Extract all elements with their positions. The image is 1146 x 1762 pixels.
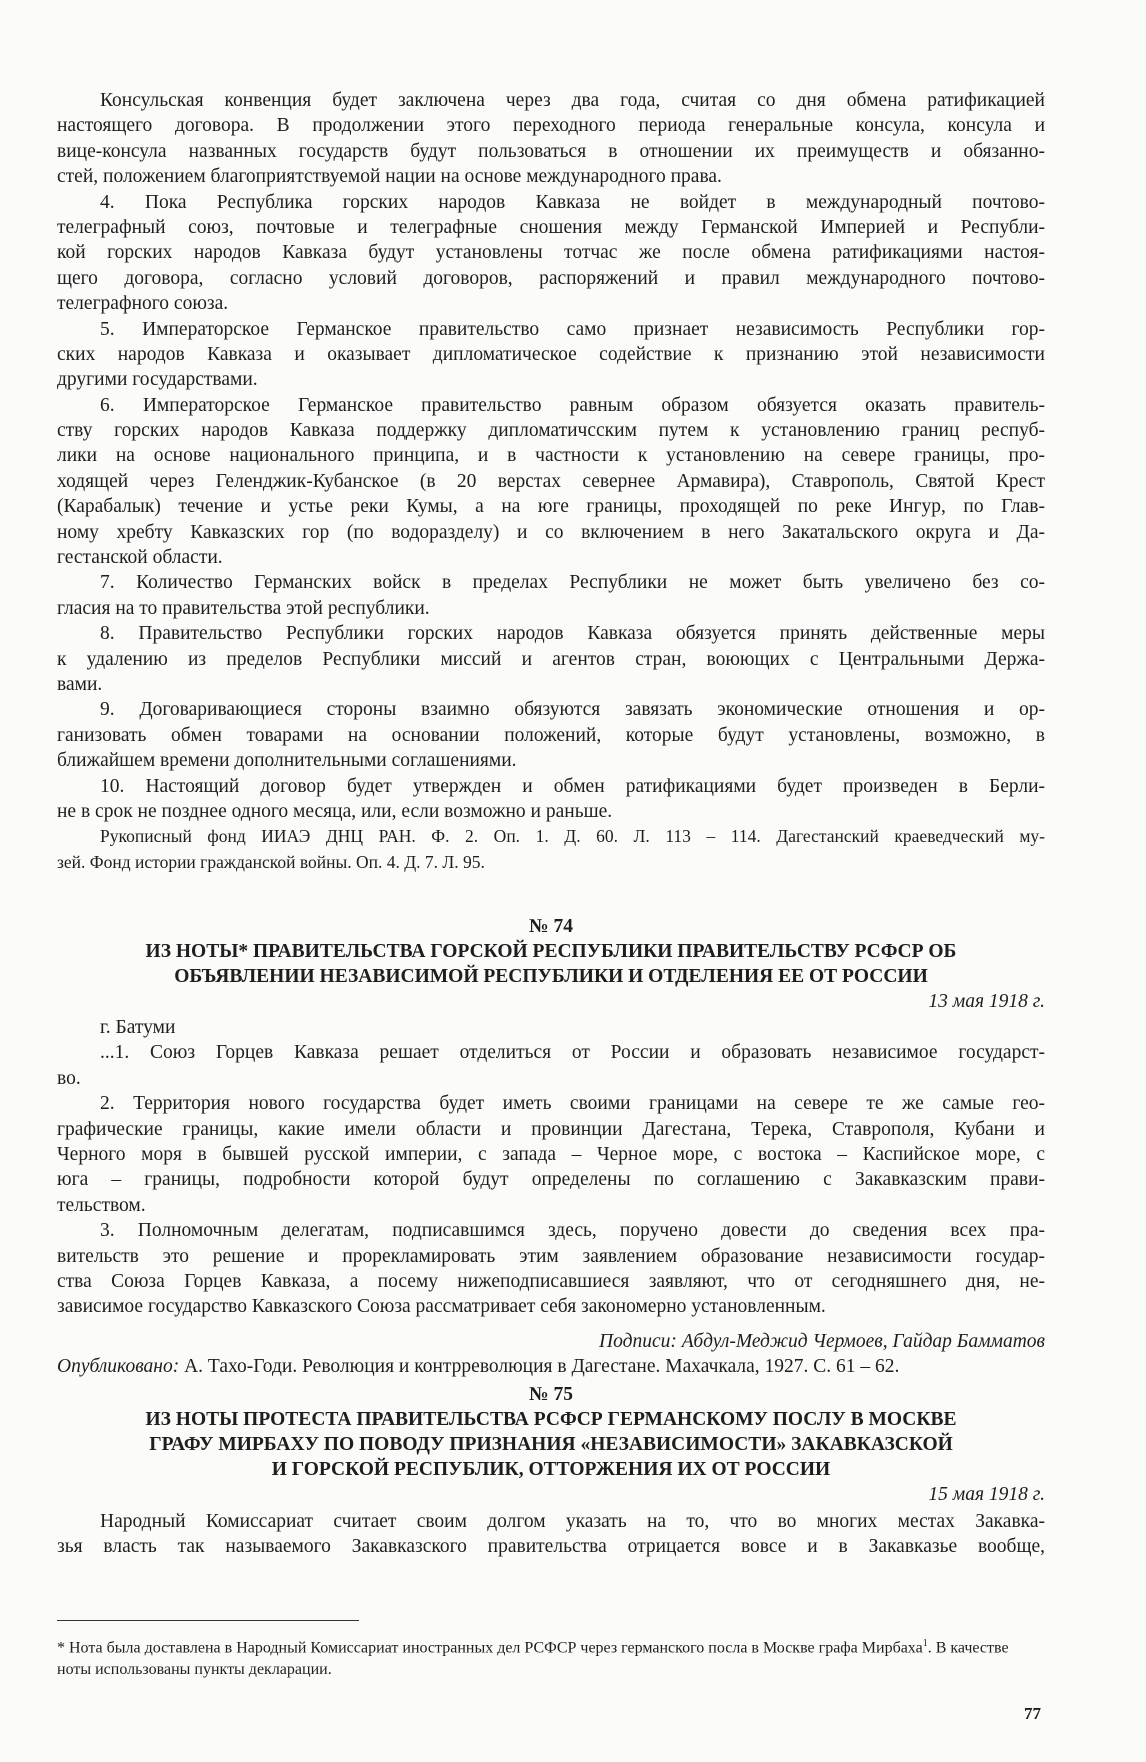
text-line: ближайшем времени дополнительными соглашениями. (57, 750, 517, 772)
footnote-text-end: . В качестве ноты использованы пункты декларации. (57, 1639, 1009, 1679)
text-line: ному хребту Кавказских гор (по водоразделу) и со включением в него Закатальского округа и Да- (57, 521, 1045, 543)
text-line: не в срок не позднее одного месяца, или, если возможно и раньше. (57, 800, 613, 822)
footnote-text: * Нота была доставлена в Народный Комиссариат иностранных дел РСФСР через германского посла в Москве графа Мирбаха (57, 1639, 923, 1657)
doc74-date: 13 мая 1918 г. (928, 991, 1045, 1012)
text-line: 2. Территория нового государства будет иметь своими границами на севере те же самые гео- (100, 1093, 1045, 1115)
text-line: ганизовать обмен товарами на основании положений, которые будут установлены, возможно, в (57, 724, 1045, 746)
doc75-header (57, 1382, 1045, 1507)
text-line: ...1. Союз Горцев Кавказа решает отделиться от России и образовать независимое государст- (100, 1042, 1045, 1064)
text-line: ходящей через Геленджик-Кубанское (в 20 верстах севернее Армавира), Ставрополь, Святой Крест (57, 470, 1045, 492)
text-line: ских народов Кавказа и оказывает дипломатическое содействие к признанию этой независимости (57, 343, 1045, 365)
text-line: зависимое государство Кавказского Союза рассматривает себя закономерно установленным. (57, 1296, 826, 1318)
text-line: 10. Настоящий договор будет утвержден и обмен ратификациями будет произведен в Берли- (100, 775, 1045, 797)
text-line: гестанской области. (57, 547, 223, 569)
doc74-footer (57, 1329, 1045, 1379)
text-line: ству горских народов Кавказа поддержку дипломатичсским путем к установлению границ респуб- (57, 420, 1045, 442)
doc74-title-line: ИЗ НОТЫ* ПРАВИТЕЛЬСТВА ГОРСКОЙ РЕСПУБЛИКИ ПРАВИТЕЛЬСТВУ РСФСР ОБ (145, 941, 957, 962)
footnote-ref: 1 (922, 1638, 928, 1649)
text-line: лики на основе национального принципа, и в частности к установлению на севере границы, про- (57, 445, 1045, 467)
text-line: зей. Фонд истории гражданской войны. Оп. 4. Д. 7. Л. 95. (57, 851, 485, 872)
doc75-title-line: ГРАФУ МИРБАХУ ПО ПОВОДУ ПРИЗНАНИЯ «НЕЗАВИСИМОСТИ» ЗАКАВКАЗСКОЙ (149, 1434, 953, 1455)
text-line: Рукописный фонд ИИАЭ ДНЦ РАН. Ф. 2. Оп. 1. Д. 60. Л. 113 – 114. Дагестанский краеведческий му- (100, 826, 1045, 847)
text-line: 6. Императорское Германское правительство равным образом обязуется оказать правитель- (100, 394, 1045, 416)
text-line: настоящего договора. В продолжении этого переходного периода генеральные консула, консула и (57, 115, 1045, 137)
text-line: графические границы, какие имели области и провинции Дагестана, Терека, Ставрополя, Кубани и (57, 1118, 1045, 1140)
text-line: другими государствами. (57, 369, 258, 391)
doc75-title-line: ИЗ НОТЫ ПРОТЕСТА ПРАВИТЕЛЬСТВА РСФСР ГЕРМАНСКОМУ ПОСЛУ В МОСКВЕ (145, 1409, 957, 1430)
doc74-number: № 74 (529, 916, 573, 937)
text-line: вице-консула названных государств будут пользоваться в отношении их преимуществ и обязанно- (57, 140, 1045, 162)
doc75-date: 15 мая 1918 г. (928, 1484, 1045, 1505)
text-line: вами. (57, 673, 103, 695)
text-line: Черного моря в бывшей русской империи, с запада – Черное море, с востока – Каспийское море, с (57, 1143, 1045, 1165)
text-line: во. (57, 1067, 81, 1089)
published-text: А. Тахо-Годи. Революция и контрреволюция в Дагестане. Махачкала, 1927. С. 61 – 62. (179, 1356, 900, 1377)
text-line: 9. Договаривающиеся стороны взаимно обязуются завязать экономические отношения и ор- (100, 699, 1045, 721)
text-line: ства Союза Горцев Кавказа, а посему нижеподписавшиеся заявляют, что от сегодняшнего дня, не- (57, 1270, 1045, 1292)
text-line: тельством. (57, 1194, 146, 1216)
text-line: Консульская конвенция будет заключена через два года, считая со дня обмена ратификацией (100, 90, 1045, 111)
text-line: 7. Количество Германских войск в пределах Республики не может быть увеличено без со- (100, 572, 1045, 594)
text-line: 3. Полномочным делегатам, подписавшимся здесь, поручено довести до сведения всех пра- (100, 1220, 1045, 1242)
doc74-header (57, 914, 1045, 1014)
doc75-title-line: И ГОРСКОЙ РЕСПУБЛИК, ОТТОРЖЕНИЯ ИХ ОТ РОССИИ (271, 1459, 831, 1480)
text-line: вительств это решение и прорекламировать этим заявлением образование независимости государ- (57, 1245, 1045, 1267)
text-line: телеграфного союза. (57, 293, 229, 315)
text-line: Народный Комиссариат считает своим долгом указать на то, что во многих местах Закавка- (100, 1511, 1045, 1532)
text-line: телеграфный союз, почтовые и телеграфные сношения между Германской Империей и Республи- (57, 216, 1045, 238)
text-line: стей, положением благоприятствуемой нации на основе международного права. (57, 166, 722, 188)
page-number: 77 (1024, 1704, 1041, 1723)
doc75-body (57, 1509, 1045, 1560)
text-line: юга – границы, подробности которой будут определены по соглашению с Закавказским прави- (57, 1169, 1045, 1191)
text-line: к удалению из пределов Республики миссий и агентов стран, воюющих с Центральными Держа- (57, 648, 1045, 670)
footnote-divider (57, 1620, 359, 1621)
published-label: Опубликовано: (57, 1356, 180, 1377)
text-line: кой горских народов Кавказа будут установлены тотчас же после обмена ратификациями настоя- (57, 242, 1045, 264)
text-line: 8. Правительство Республики горских народов Кавказа обязуется принять действенные меры (100, 623, 1045, 645)
signatures: Подписи: Абдул-Меджид Чермоев, Гайдар Бамматов (599, 1331, 1045, 1352)
doc74-title-line: ОБЪЯВЛЕНИИ НЕЗАВИСИМОЙ РЕСПУБЛИКИ И ОТДЕЛЕНИЯ ЕЕ ОТ РОССИИ (174, 966, 928, 987)
text-line: гласия на то правительства этой республики. (57, 597, 430, 619)
doc75-number: № 75 (529, 1384, 573, 1405)
text-line: зья власть так называемого Закавказского правительства отрицается вовсе и в Закавказье вообще, (57, 1536, 1045, 1558)
doc74-body (57, 1015, 1045, 1320)
publication-source (57, 1354, 1045, 1379)
text-line: г. Батуми (100, 1017, 176, 1038)
text-line: (Карабалык) течение и устье реки Кумы, а на юге границы, проходящей по реке Ингур, по Глав- (57, 496, 1045, 518)
text-line: щего договора, согласно условий договоров, распоряжений и правил международного почтово- (57, 267, 1045, 289)
text-line: 5. Императорское Германское правительство само признает независимость Республики гор- (100, 318, 1045, 340)
treaty-text (57, 88, 1045, 875)
text-line: 4. Пока Республика горских народов Кавказа не войдет в международный почтово- (100, 191, 1045, 213)
footnote (57, 1633, 1045, 1681)
